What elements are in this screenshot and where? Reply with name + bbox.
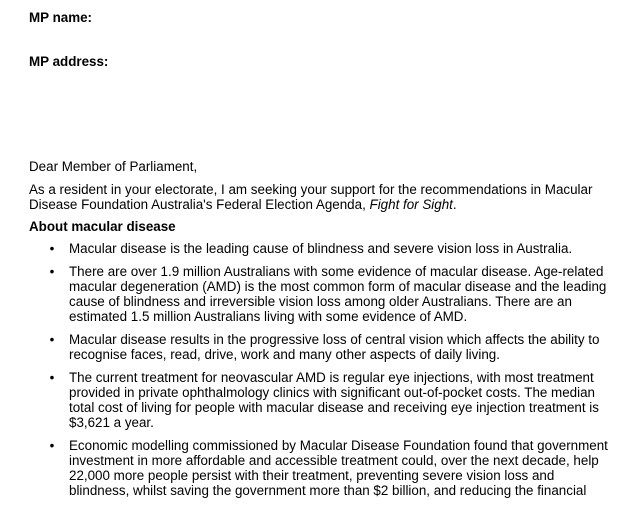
section-heading: About macular disease	[29, 219, 176, 234]
list-item-text: There are over 1.9 million Australians with some evidence of macular disease. Age-related macular degeneration (AMD) is the most common form of macular disease and the leading cause of blindness and irreversible vision loss among older Australians. There are an estimated 1.5 million Australians living with some evidence of AMD.	[69, 264, 607, 324]
intro-text: As a resident in your electorate, I am seeking your support for the recommendations in Macular Disease Foundation Australia's Federal Election Agenda,	[29, 182, 593, 212]
bullet-icon: •	[49, 241, 55, 256]
bullet-icon: •	[49, 264, 55, 279]
list-item	[0, 332, 614, 362]
list-item-text: Economic modelling commissioned by Macular Disease Foundation found that government investment in more affordable and accessible treatment could, over the next decade, help 22,000 more people persist with their treatment, preventing severe vision loss and blindness, whilst saving the government more than $2 billion, and reducing the financial	[69, 438, 608, 498]
agenda-title: Fight for Sight	[369, 197, 453, 212]
mp-address-label: MP address:	[29, 54, 109, 69]
list-item	[0, 438, 614, 498]
intro-end: .	[452, 197, 457, 212]
list-item	[0, 370, 614, 430]
list-item	[0, 264, 614, 324]
bullet-icon: •	[49, 370, 55, 385]
list-item-text: The current treatment for neovascular AMD is regular eye injections, with most treatment provided in private ophthalmology clinics with significant out-of-pocket costs. The median total cost of living for people with macular disease and receiving eye injection treatment is $3,621 a year.	[69, 370, 599, 430]
list-item-text: Macular disease results in the progressive loss of central vision which affects the ability to recognise faces, read, drive, work and many other aspects of daily living.	[69, 332, 600, 362]
bullet-icon: •	[49, 438, 55, 453]
salutation: Dear Member of Parliament,	[29, 159, 198, 174]
bullet-list	[0, 241, 627, 506]
mp-name-label: MP name:	[29, 10, 93, 25]
intro-paragraph	[29, 182, 619, 212]
list-item	[0, 241, 614, 256]
bullet-icon: •	[49, 332, 55, 347]
list-item-text: Macular disease is the leading cause of blindness and severe vision loss in Australia.	[69, 241, 573, 256]
